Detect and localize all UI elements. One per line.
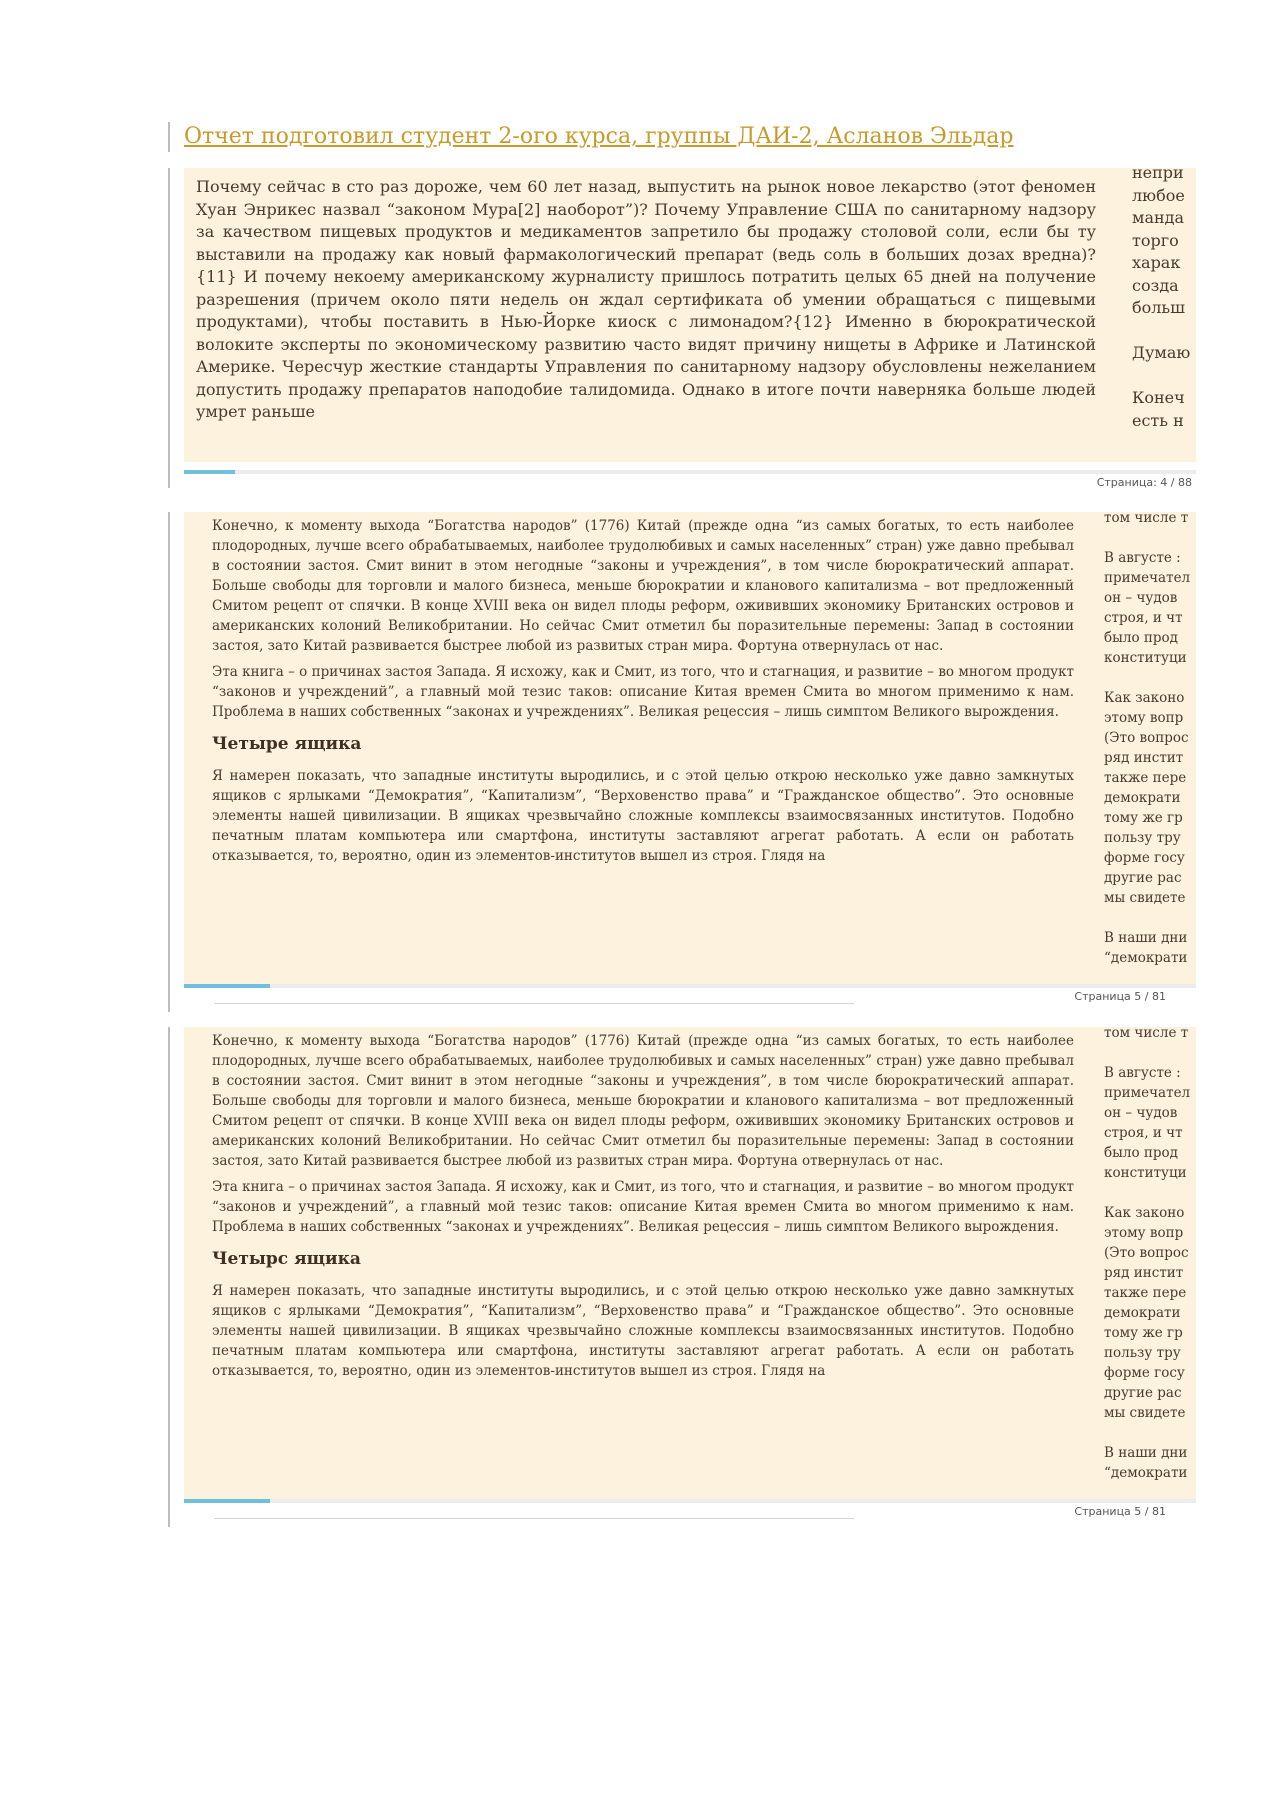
side-text-line	[1104, 1043, 1194, 1063]
report-title-link[interactable]: Отчет подготовил студент 2-ого курса, группы ДАИ-2, Асланов Эльдар	[184, 124, 1014, 149]
side-text-line: том числе т	[1104, 1027, 1189, 1041]
side-text-line: также пере	[1104, 770, 1187, 786]
page-indicator: Страница 5 / 81	[1074, 990, 1166, 1003]
side-text-line: В августе :	[1104, 550, 1181, 566]
side-text-line: непри	[1132, 168, 1184, 182]
reading-progress-bar	[184, 470, 1196, 474]
side-text-line: демократи	[1104, 790, 1181, 806]
side-text-line: (Это вопрос	[1104, 1245, 1189, 1261]
side-text-line	[1132, 320, 1196, 343]
main-text-column	[196, 176, 1096, 430]
side-text-line: Как законо	[1104, 690, 1185, 706]
side-text-line: “демократи	[1104, 950, 1188, 966]
side-text-line: Как законо	[1104, 1205, 1185, 1221]
side-text-line: В августе :	[1104, 1065, 1181, 1081]
main-text-column	[212, 1031, 1074, 1387]
side-text-line: мы свидете	[1104, 1405, 1186, 1421]
side-text-line: пользу тру	[1104, 1345, 1181, 1361]
side-text-line: было прод	[1104, 630, 1178, 646]
divider-line	[214, 1518, 854, 1519]
screenshot-page-3	[168, 1027, 1196, 1527]
side-text-line: пользу тру	[1104, 830, 1181, 846]
paragraph: Я намерен показать, что западные институты выродились, и с этой целью открою несколько уже давно замкнутых ящиков с ярлыками “Демократия”, “Капитализм”, “Верховенство права” и “Гражданское общество”. Это основные элементы нашей цивилизации. В ящиках чрезвычайно сложные комплексы взаимосвязанных институтов. Подобно печатным платам компьютера или смартфона, институты заставляют агрегат работать. А если он работать отказывается, то, вероятно, один из элементов-институтов вышел из строя. Глядя на	[212, 1283, 1074, 1379]
side-text-column	[1104, 512, 1194, 968]
reading-progress-fill	[184, 1499, 270, 1503]
side-text-line: другие рас	[1104, 1385, 1182, 1401]
side-text-line: В наши дни	[1104, 1445, 1188, 1461]
page-indicator: Страница 5 / 81	[1074, 1505, 1166, 1518]
side-text-line: также пере	[1104, 1285, 1187, 1301]
paragraph: Я намерен показать, что западные институты выродились, и с этой целью открою несколько уже давно замкнутых ящиков с ярлыками “Демократия”, “Капитализм”, “Верховенство права” и “Гражданское общество”. Это основные элементы нашей цивилизации. В ящиках чрезвычайно сложные комплексы взаимосвязанных институтов. Подобно печатным платам компьютера или смартфона, институты заставляют агрегат работать. А если он работать отказывается, то, вероятно, один из элементов-институтов вышел из строя. Глядя на	[212, 768, 1074, 864]
screenshot-page-2	[168, 512, 1196, 1012]
section-heading: Четыре ящика	[212, 734, 362, 754]
side-text-column	[1132, 168, 1196, 432]
side-text-line: примечател	[1104, 1085, 1191, 1101]
side-text-line: (Это вопрос	[1104, 730, 1189, 746]
side-text-line: есть н	[1132, 410, 1184, 430]
side-text-line: “демократи	[1104, 1465, 1188, 1481]
side-text-line	[1104, 528, 1194, 548]
side-text-line: мы свидете	[1104, 890, 1186, 906]
side-text-line: демократи	[1104, 1305, 1181, 1321]
side-text-line	[1104, 1183, 1194, 1203]
side-text-line: форме госу	[1104, 850, 1185, 866]
side-text-line: строя, и чт	[1104, 1125, 1183, 1141]
side-text-line: этому вопр	[1104, 1225, 1184, 1241]
side-text-line: тому же гр	[1104, 810, 1183, 826]
side-text-line	[1104, 1423, 1194, 1443]
side-text-line: созда	[1132, 275, 1179, 295]
side-text-line: примечател	[1104, 570, 1191, 586]
side-text-column	[1104, 1027, 1194, 1483]
side-text-line: этому вопр	[1104, 710, 1184, 726]
side-text-line: было прод	[1104, 1145, 1178, 1161]
side-text-line: харак	[1132, 253, 1181, 272]
side-text-line: больш	[1132, 298, 1186, 317]
side-text-line: любое	[1132, 185, 1185, 205]
reading-progress-bar	[184, 1499, 1196, 1503]
main-text-column	[212, 516, 1074, 872]
side-text-line: он – чудов	[1104, 590, 1178, 606]
paragraph: Конечно, к моменту выхода “Богатства народов” (1776) Китай (прежде одна “из самых богатых, то есть наиболее плодородных, лучше всего обрабатываемых, наиболее трудолюбивых и самых населенных” стран) уже давно пребывал в состоянии застоя. Смит винит в этом негодные “законы и учреждения”, в том числе бюрократический аппарат. Больше свободы для торговли и малого бизнеса, меньше бюрократии и кланового капитализма – вот предложенный Смитом рецепт от спячки. В конце XVIII века он видел плоды реформ, ожививших экономику Британских островов и американских колоний Великобритании. Но сейчас Смит отметил бы поразительные перемены: Запад в состоянии застоя, зато Китай развивается быстрее любой из развитых стран мира. Фортуна отвернулась от нас.	[212, 1033, 1074, 1169]
side-text-line: конституци	[1104, 650, 1187, 666]
side-text-line: ряд инстит	[1104, 1265, 1184, 1281]
paragraph: Эта книга – о причинах застоя Запада. Я исхожу, как и Смит, из того, что и стагнация, и развитие – во многом продукт “законов и учреждений”, а главный мой тезис таков: описание Китая времен Смита во многом применимо к нам. Проблема в наших собственных “законах и учреждениях”. Великая рецессия – лишь симптом Великого вырождения.	[212, 664, 1074, 720]
screenshot-page-1	[168, 168, 1196, 488]
side-text-line: он – чудов	[1104, 1105, 1178, 1121]
reading-progress-bar	[184, 984, 1196, 988]
report-title-bar	[168, 122, 1084, 152]
side-text-line: Конеч	[1132, 388, 1185, 407]
side-text-line: манда	[1132, 208, 1185, 227]
paragraph: Эта книга – о причинах застоя Запада. Я исхожу, как и Смит, из того, что и стагнация, и развитие – во многом продукт “законов и учреждений”, а главный мой тезис таков: описание Китая времен Смита во многом применимо к нам. Проблема в наших собственных “законах и учреждениях”. Великая рецессия – лишь симптом Великого вырождения.	[212, 1179, 1074, 1235]
side-text-line: торго	[1132, 230, 1179, 250]
section-heading: Четырс ящика	[212, 1249, 361, 1269]
divider-line	[214, 1003, 854, 1004]
side-text-line: строя, и чт	[1104, 610, 1183, 626]
side-text-line: В наши дни	[1104, 930, 1188, 946]
side-text-line	[1104, 668, 1194, 688]
paragraph: Конечно, к моменту выхода “Богатства народов” (1776) Китай (прежде одна “из самых богатых, то есть наиболее плодородных, лучше всего обрабатываемых, наиболее трудолюбивых и самых населенных” стран) уже давно пребывал в состоянии застоя. Смит винит в этом негодные “законы и учреждения”, в том числе бюрократический аппарат. Больше свободы для торговли и малого бизнеса, меньше бюрократии и кланового капитализма – вот предложенный Смитом рецепт от спячки. В конце XVIII века он видел плоды реформ, ожививших экономику Британских островов и американских колоний Великобритании. Но сейчас Смит отметил бы поразительные перемены: Запад в состоянии застоя, зато Китай развивается быстрее любой из развитых стран мира. Фортуна отвернулась от нас.	[212, 518, 1074, 654]
side-text-line: форме госу	[1104, 1365, 1185, 1381]
side-text-line	[1132, 365, 1196, 388]
reading-progress-fill	[184, 984, 270, 988]
side-text-line: другие рас	[1104, 870, 1182, 886]
side-text-line: ряд инстит	[1104, 750, 1184, 766]
reading-progress-fill	[184, 470, 235, 474]
side-text-line: тому же гр	[1104, 1325, 1183, 1341]
paragraph: Почему сейчас в сто раз дороже, чем 60 лет назад, выпустить на рынок новое лекарство (этот феномен Хуан Энрикес назвал “законом Мура[2] наоборот”)? Почему Управление США по санитарному надзору за качеством пищевых продуктов и медикаментов запретило бы продажу столовой соли, если бы ту выставили на продажу как новый фармакологический препарат (ведь соль в больших дозах вредна)?{11} И почему некоему американскому журналисту пришлось потратить целых 65 дней на получение разрешения (причем около пяти недель он ждал сертификата об умении обращаться с пищевыми продуктами), чтобы поставить в Нью-Йорке киоск с лимонадом?{12} Именно в бюрократической волоките эксперты по экономическому развитию часто видят причину нищеты в Африке и Латинской Америке. Чересчур жесткие стандарты Управления по санитарному надзору обусловлены нежеланием допустить продажу препаратов наподобие талидомида. Однако в итоге почти наверняка больше людей умрет раньше	[196, 177, 1096, 421]
side-text-line	[1104, 908, 1194, 928]
side-text-line: конституци	[1104, 1165, 1187, 1181]
side-text-line: том числе т	[1104, 512, 1189, 526]
page-indicator: Страница: 4 / 88	[1096, 476, 1192, 488]
side-text-line: Думаю	[1132, 343, 1191, 362]
